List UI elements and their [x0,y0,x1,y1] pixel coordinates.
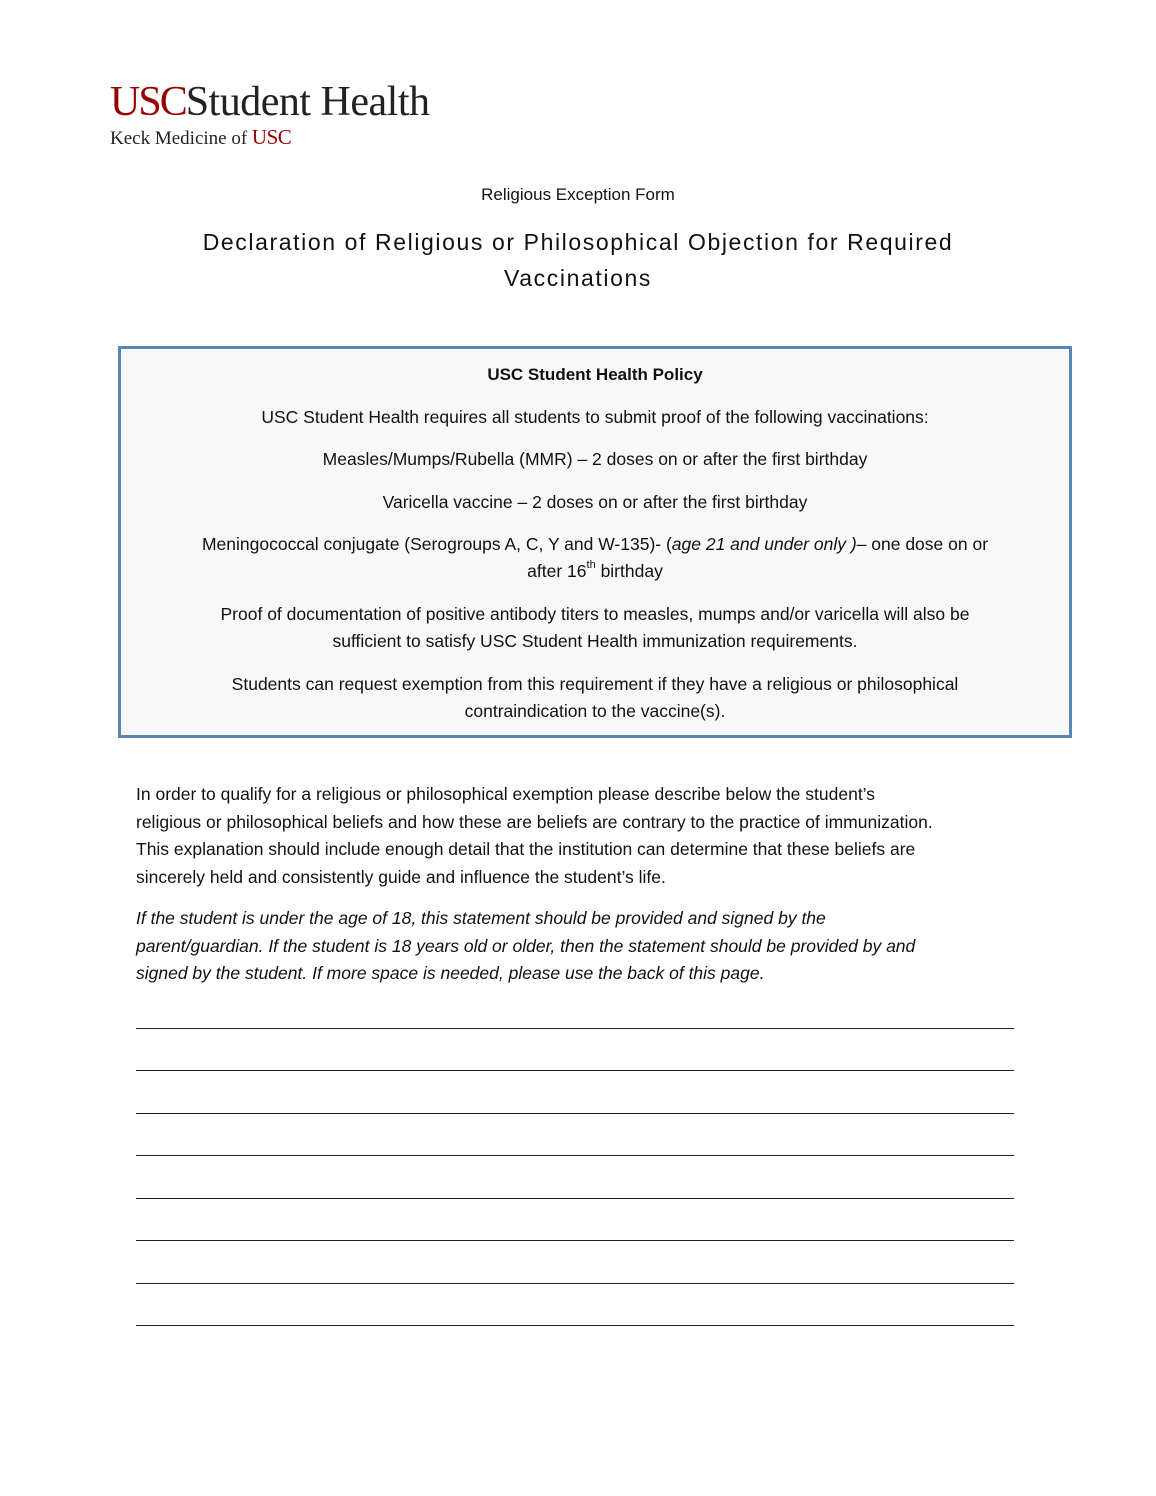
policy-exemption-text [141,671,1049,725]
statement-blank-line[interactable] [136,1070,1014,1071]
guardian-note-line3: signed by the student. If more space is needed, please use the back of this page. [136,963,765,983]
policy-proof-text [141,601,1049,655]
policy-heading: USC Student Health Policy [487,365,703,384]
statement-blank-line[interactable] [136,1240,1014,1241]
statement-blank-line[interactable] [136,1113,1014,1114]
mening-line2-post: birthday [595,561,663,581]
page-title [130,224,1026,296]
policy-varicella-text: Varicella vaccine – 2 doses on or after the first birthday [382,492,808,512]
instructions-line2: religious or philosophical beliefs and how these are beliefs are contrary to the practice of immunization. [136,811,933,832]
policy-proof-line1: Proof of documentation of positive antibody titers to measles, mumps and/or varicella will also be [220,604,970,624]
form-label: Religious Exception Form [481,185,675,204]
statement-blank-line[interactable] [136,1028,1014,1029]
page-title-line2: Vaccinations [504,265,652,291]
instructions-line3: This explanation should include enough detail that the institution can determine that these beliefs are [136,839,916,859]
statement-blank-line[interactable] [136,1283,1014,1284]
policy-meningococcal-line2 [141,558,1049,585]
policy-requires-text: USC Student Health requires all students to submit proof of the following vaccinations: [261,407,929,427]
mening-part2: – one dose on or [856,534,989,554]
logo-usc-small: USC [251,125,292,149]
logo-keck: Keck Medicine of [110,128,248,149]
policy-exemption-line2: contraindication to the vaccine(s). [464,701,726,721]
mening-part1: Meningococcal conjugate (Serogroups A, C, Y and W-135)- ( [201,534,672,554]
policy-box [118,346,1072,738]
statement-blank-line[interactable] [136,1155,1014,1156]
guardian-note-line1: If the student is under the age of 18, this statement should be provided and signed by the [136,908,826,928]
policy-exemption-line1: Students can request exemption from this requirement if they have a religious or philosophical [231,674,959,694]
instructions-line1: In order to qualify for a religious or philosophical exemption please describe below the student’s [136,784,875,804]
guardian-note-line2: parent/guardian. If the student is 18 years old or older, then the statement should be provided by and [136,935,916,956]
usc-student-health-logo [110,80,430,150]
statement-blank-line[interactable] [136,1325,1014,1326]
logo-usc: USC [110,79,186,125]
instructions-paragraph [136,781,1026,891]
instructions-line4: sincerely held and consistently guide and influence the student’s life. [136,866,666,887]
page-title-line1: Declaration of Religious or Philosophical Objection for Required [202,229,954,255]
guardian-note [136,905,1026,988]
policy-meningococcal-text [141,531,1049,585]
logo-student-health: Student Health [185,79,430,125]
logo-subtitle [110,126,430,150]
policy-mmr-text: Measles/Mumps/Rubella (MMR) – 2 doses on or after the first birthday [322,449,868,469]
statement-blank-line[interactable] [136,1198,1014,1199]
mening-superscript: th [586,559,596,572]
policy-proof-line2: sufficient to satisfy USC Student Health immunization requirements. [332,631,858,651]
policy-meningococcal-line1 [141,531,1049,558]
mening-italic: age 21 and under only ) [671,534,857,554]
mening-line2-pre: after 16 [527,561,587,581]
logo-wordmark [110,80,430,124]
